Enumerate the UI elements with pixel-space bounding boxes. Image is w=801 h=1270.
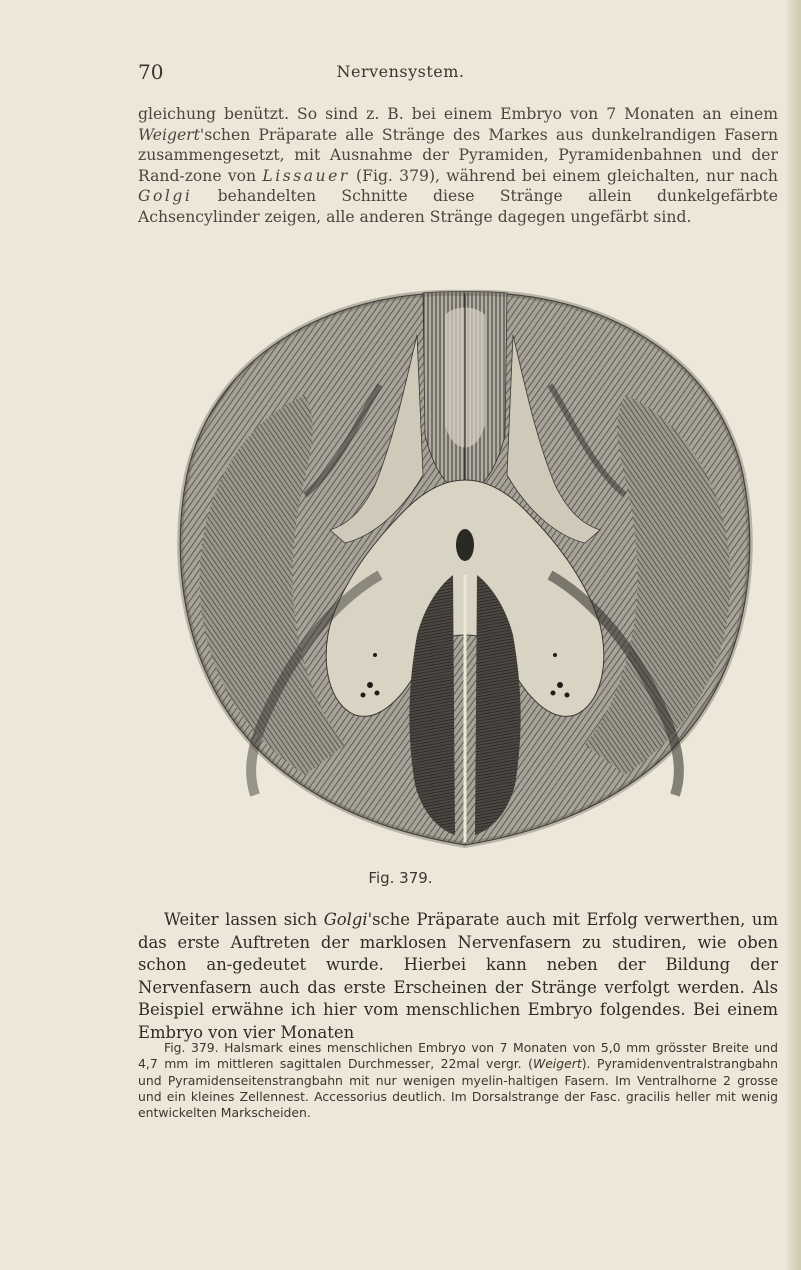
author-name-weigert: Weigert bbox=[138, 125, 200, 144]
running-title: Nervensystem. bbox=[336, 62, 465, 81]
body-paragraph-bottom bbox=[138, 909, 778, 1045]
page-edge bbox=[787, 0, 801, 1270]
text-segment: 'sche Präparate auch mit Erfolg verwerthen, um das erste Auftreten der marklosen Nervenfasern zu studiren, wie oben schon an-gedeutet wurde. Hierbei kann neben der Bildung der Nervenfasern auch das erste Erscheinen der Stränge verfolgt werden. Als Beispiel erwähne ich hier vom menschlichen Embryo folgendes. Bei einem Embryo von vier Monaten bbox=[138, 910, 778, 1042]
page-number: 70 bbox=[138, 60, 164, 84]
text-segment: 'schen Präparate alle Stränge des Markes aus dunkelrandigen Fasern zusammengesetzt, mit Ausnahme der Pyramiden, Pyramidenbahnen und der Rand-zone von bbox=[138, 125, 778, 185]
figure-label: Fig. 379. bbox=[368, 869, 433, 887]
central-canal bbox=[456, 529, 474, 561]
text-segment: Fig. 379. Halsmark eines menschlichen Embryo von 7 Monaten von 5,0 mm grösster Breite und 4,7 mm im mittleren sagittalen Durchmesser, 22mal vergr. ( bbox=[138, 1040, 778, 1072]
author-name-golgi: Golgi bbox=[323, 910, 368, 929]
text-segment: ). Pyramidenventralstrangbahn und Pyramidenseitenstrangbahn mit nur wenigen myelin-haltigen Fasern. Im Ventralhorne 2 grosse und ein kleines Zellennest. Accessorius deutlich. Im Dorsalstrange der Fasc. gracilis heller mit wenig entwickelten Markscheiden. bbox=[138, 1056, 778, 1121]
text-segment: behandelten Schnitte diese Stränge allein dunkelgefärbte Achsencylinder zeigen, alle anderen Stränge dagegen ungefärbt sind. bbox=[138, 187, 778, 226]
text-segment: gleichung benützt. So sind z. B. bei einem Embryo von 7 Monaten an einem bbox=[138, 105, 778, 123]
figure-caption bbox=[138, 1040, 778, 1121]
figure-spinal-cord-section bbox=[155, 275, 775, 865]
author-name-weigert: Weigert bbox=[532, 1056, 582, 1072]
page-header bbox=[0, 60, 801, 90]
text-segment: Weiter lassen sich bbox=[164, 910, 324, 929]
author-name-lissauer: Lissauer bbox=[262, 166, 350, 185]
text-segment: (Fig. 379), während bei einem gleichalten, nur nach bbox=[349, 166, 778, 185]
body-paragraph-top bbox=[138, 104, 778, 228]
spinal-cord-illustration bbox=[155, 275, 775, 865]
author-name-golgi: Golgi bbox=[138, 187, 193, 206]
